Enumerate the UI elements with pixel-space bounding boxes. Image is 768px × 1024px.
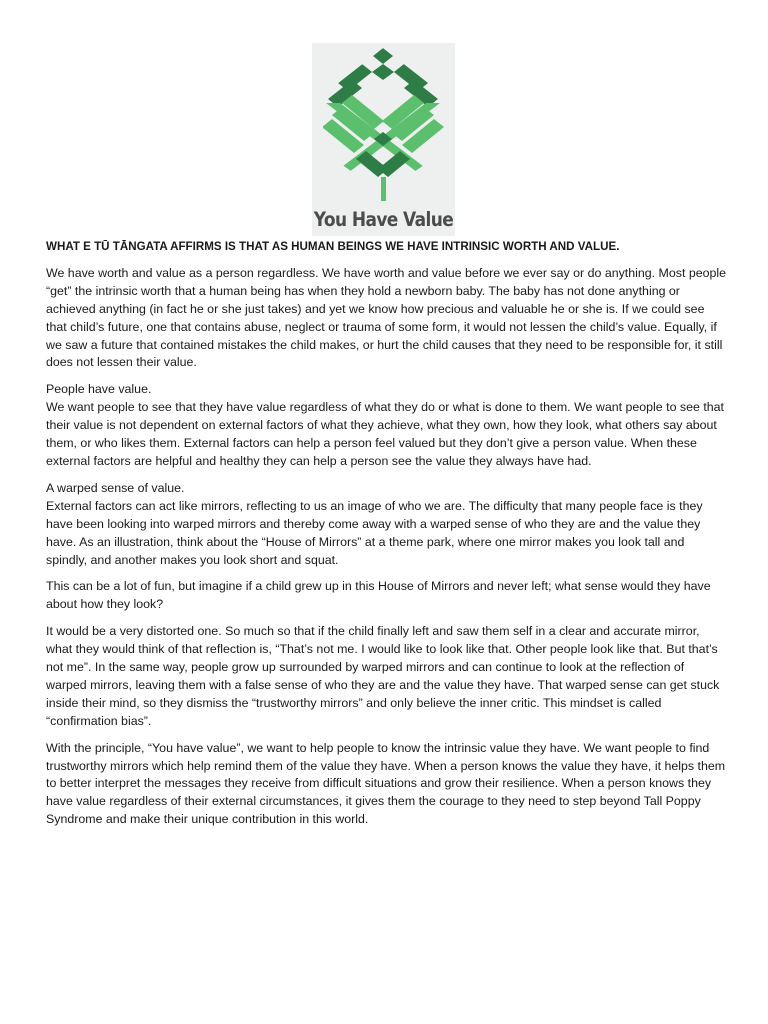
paragraph-house-of-mirrors: This can be a lot of fun, but imagine if a child grew up in this House of Mirrors and never left; what sense would they have about how they look? <box>46 579 711 612</box>
section-warped-sense <box>46 480 728 570</box>
section-text: External factors can act like mirrors, reflecting to us an image of who we are. The difficulty that many people face is they have been looking into warped mirrors and thereby come away with a warped sense of who they are and the value they have. As an illustration, think about the “House of Mirrors” at a theme park, where one mirror makes you look tall and spindly, and another makes you look short and squat. <box>46 498 703 567</box>
paragraph-principle: With the principle, “You have value”, we want to help people to know the intrinsic value they have. We want people to find trustworthy mirrors which help remind them of the value they have. When a person knows the value they have, it helps them to better interpret the messages they receive from difficult situations and grow their resilience. When a person knows they have value regardless of their external circumstances, it gives them the courage to they need to step beyond Tall Poppy Syndrome and make their unique contribution in this world. <box>46 740 726 827</box>
document-heading: WHAT E TŪ TĀNGATA AFFIRMS IS THAT AS HUMAN BEINGS WE HAVE INTRINSIC WORTH AND VALUE. <box>46 240 620 253</box>
paragraph-intro: We have worth and value as a person regardless. We have worth and value before we ever say or do anything. Most people “get” the intrinsic worth that a human being has when they hold a newborn baby. The baby has not done anything or achieved anything (in fact he or she just takes) and yet we know how precious and valuable he or she is. If we could see that child’s future, one that contains abuse, neglect or trauma of some form, it would not lessen the child’s value. Equally, if we saw a future that contained mistakes the child makes, or hurt the child causes that they need to be responsible for, it still does not lessen their value. <box>46 265 727 370</box>
logo-text: You Have Value <box>313 208 454 232</box>
section-title: A warped sense of value. <box>46 480 185 495</box>
section-people-have-value <box>46 381 728 471</box>
section-text: We want people to see that they have value regardless of what they do or what is done to them. We want people to see that their value is not dependent on external factors of what they achieve, what they own, how they look, what others say about them, or who likes them. External factors can help a person feel valued but they don’t give a person value. When these external factors are helpful and healthy they can help a person see the value they always have had. <box>46 400 724 468</box>
tree-lattice-icon <box>312 43 455 213</box>
document-body <box>46 238 728 838</box>
logo-card <box>312 43 455 236</box>
section-title: People have value. <box>46 382 152 397</box>
paragraph-distorted: It would be a very distorted one. So much so that if the child finally left and saw them self in a clear and accurate mirror, what they would think of that reflection is, “That’s not me. I would like to look like that. Other people look like that. But that’s not me”. In the same way, people grow up surrounded by warped mirrors and can continue to look at the reflection of warped mirrors, leaving them with a false sense of who they are and the value they have. That warped sense can get stuck inside their mind, so they dismiss the “trustworthy mirrors” and only believe the inner critic. This mindset is called “confirmation bias”. <box>46 624 720 728</box>
